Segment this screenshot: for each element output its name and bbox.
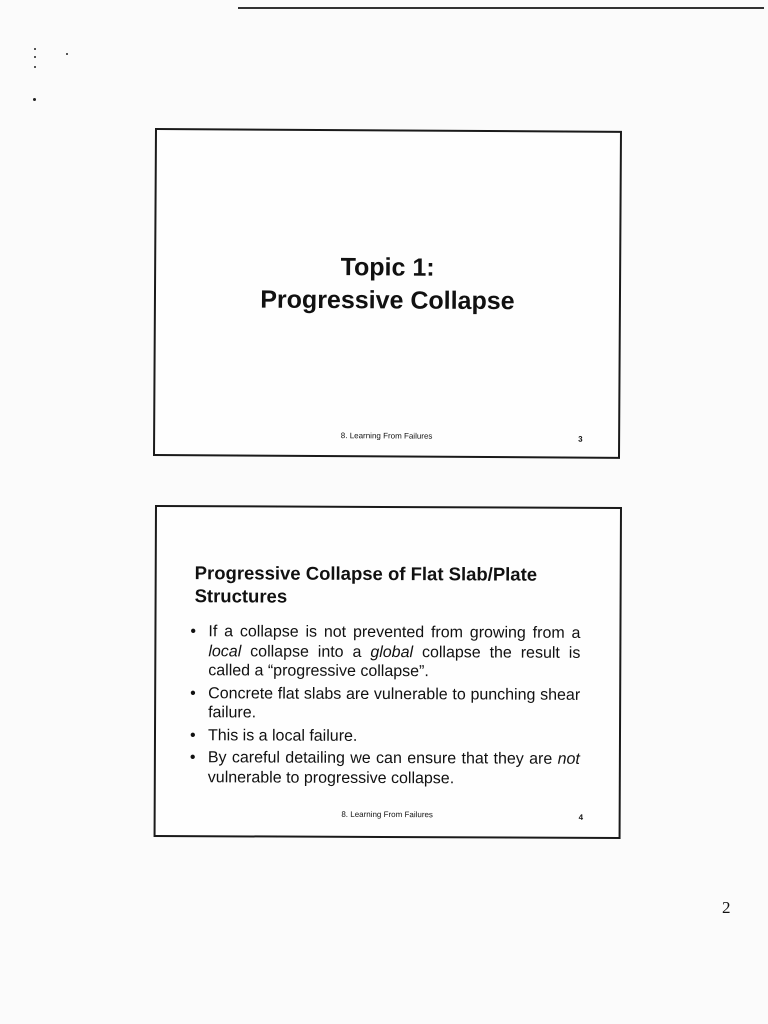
slide-footer: 8. Learning From Failures <box>341 809 433 820</box>
bullet-emphasis: local <box>208 642 242 660</box>
bullet-item <box>190 622 580 682</box>
slide-heading: Progressive Collapse of Flat Slab/Plate Structures <box>194 562 538 607</box>
slide-progressive-collapse <box>154 505 622 839</box>
slide-title <box>156 250 619 319</box>
bullet-text: collapse the result is called a “progressive collapse”. <box>208 643 581 681</box>
bullet-item <box>190 684 580 725</box>
bullet-text: vulnerable to progressive collapse. <box>207 768 455 787</box>
slide-title-line-1: Topic 1: <box>340 253 435 282</box>
bullet-text: This is a local failure. <box>207 726 358 745</box>
scan-top-rule <box>238 7 764 9</box>
bullet-text: Concrete flat slabs are vulnerable to punching shear failure. <box>208 684 581 722</box>
bullet-text: If a collapse is not prevented from growing from a <box>208 623 581 642</box>
bullet-text: collapse into a <box>241 642 371 661</box>
scan-speck <box>34 48 36 50</box>
slide-title-line-2: Progressive Collapse <box>260 285 515 316</box>
slide-number: 3 <box>578 434 583 444</box>
page-number: 2 <box>722 898 731 917</box>
bullet-item <box>190 748 580 789</box>
scan-speck <box>34 66 36 68</box>
slide-topic-1 <box>153 128 622 459</box>
bullet-text: By careful detailing we can ensure that they are <box>207 749 558 768</box>
slide-number: 4 <box>578 812 584 822</box>
scan-speck <box>33 98 36 101</box>
bullet-item <box>190 726 580 747</box>
bullet-emphasis: global <box>370 643 414 661</box>
slide-footer: 8. Learning From Failures <box>340 431 433 441</box>
scan-speck <box>34 56 36 58</box>
scan-speck <box>66 53 68 55</box>
bullet-emphasis: not <box>557 750 580 768</box>
bullet-list <box>190 622 581 792</box>
